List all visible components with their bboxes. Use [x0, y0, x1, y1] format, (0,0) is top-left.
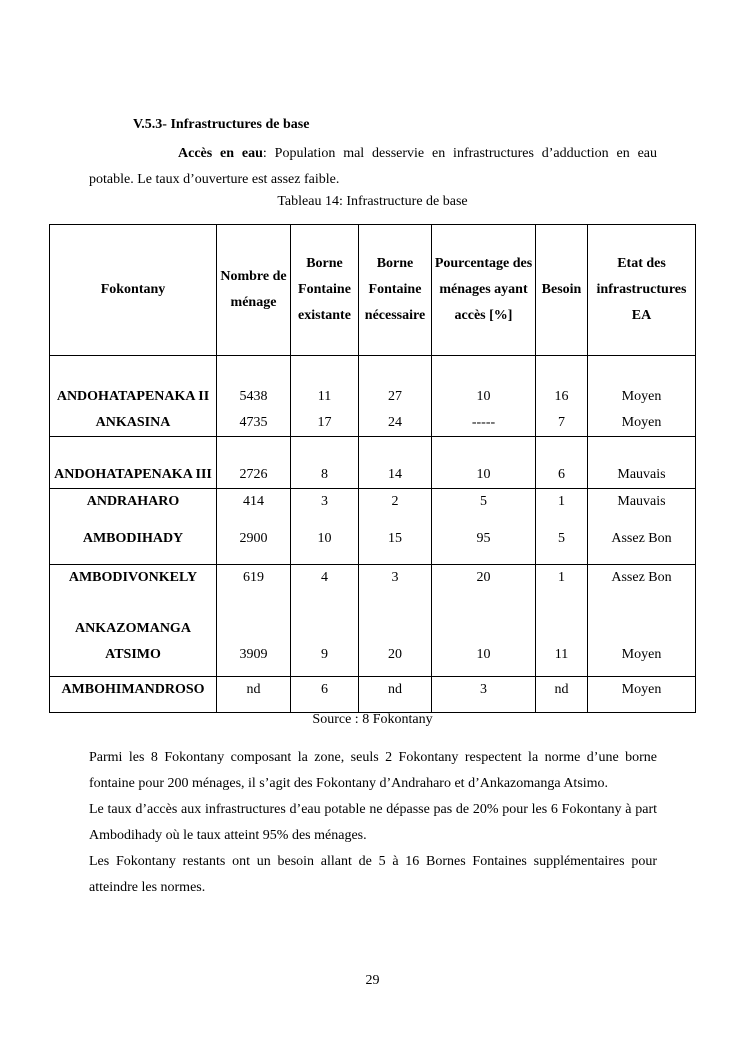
cell: 5: [536, 515, 588, 565]
cell: 11: [536, 591, 588, 676]
cell-fokontany: ANKAZOMANGA ATSIMO: [50, 591, 217, 676]
cell: nd: [359, 676, 432, 712]
cell: 4: [291, 565, 359, 592]
header-borne-necessaire: Borne Fontaine nécessaire: [359, 225, 432, 356]
cell: 619: [217, 565, 291, 592]
header-borne-existante: Borne Fontaine existante: [291, 225, 359, 356]
table-row: [50, 356, 696, 410]
cell: 2726: [217, 436, 291, 488]
header-besoin: Besoin: [536, 225, 588, 356]
table-row: [50, 565, 696, 592]
cell: 20: [432, 565, 536, 592]
cell: 3909: [217, 591, 291, 676]
cell: 11: [291, 356, 359, 410]
table-row: [50, 488, 696, 515]
page-number: 29: [365, 973, 380, 988]
intro-text: : Population mal desservie en infrastructures d’adduction en eau potable. Le taux d’ouverture est assez faible.: [89, 146, 657, 187]
body-text: [89, 745, 657, 901]
paragraph: Le taux d’accès aux infrastructures d’eau potable ne dépasse pas de 20% pour les 6 Fokontany à part Ambodihady où le taux atteint 95% des ménages.: [89, 802, 657, 843]
header-pourcentage: Pourcentage des ménages ayant accès [%]: [432, 225, 536, 356]
cell: 6: [536, 436, 588, 488]
cell-fokontany: AMBOHIMANDROSO: [50, 676, 217, 712]
cell: 24: [359, 410, 432, 437]
cell: 27: [359, 356, 432, 410]
cell: 1: [536, 488, 588, 515]
cell-fokontany: ANDOHATAPENAKA II: [50, 356, 217, 410]
cell: 3: [432, 676, 536, 712]
cell: Moyen: [588, 356, 696, 410]
cell: 14: [359, 436, 432, 488]
cell: 10: [432, 356, 536, 410]
paragraph: Les Fokontany restants ont un besoin allant de 5 à 16 Bornes Fontaines supplémentaires pour atteindre les normes.: [89, 854, 657, 895]
cell: 10: [291, 515, 359, 565]
cell-fokontany: ANDRAHARO: [50, 488, 217, 515]
cell: 3: [359, 565, 432, 592]
cell: Assez Bon: [588, 565, 696, 592]
header-etat: Etat des infrastructures EA: [588, 225, 696, 356]
cell-fokontany: AMBODIHADY: [50, 515, 217, 565]
cell: Assez Bon: [588, 515, 696, 565]
section-heading: V.5.3- Infrastructures de base: [133, 117, 310, 132]
table-row: [50, 676, 696, 712]
cell: Moyen: [588, 591, 696, 676]
cell: 7: [536, 410, 588, 437]
cell: -----: [432, 410, 536, 437]
cell: 1: [536, 565, 588, 592]
intro-paragraph: [89, 141, 657, 193]
cell: 414: [217, 488, 291, 515]
cell: 9: [291, 591, 359, 676]
cell: 15: [359, 515, 432, 565]
cell: Mauvais: [588, 488, 696, 515]
paragraph: Parmi les 8 Fokontany composant la zone, seuls 2 Fokontany respectent la norme d’une borne fontaine pour 200 ménages, il s’agit des Fokontany d’Andraharo et d’Ankazomanga Atsimo.: [89, 750, 657, 791]
cell: nd: [536, 676, 588, 712]
cell: 6: [291, 676, 359, 712]
cell: Moyen: [588, 410, 696, 437]
cell: 95: [432, 515, 536, 565]
table-row: [50, 515, 696, 565]
cell: 10: [432, 591, 536, 676]
cell: 5438: [217, 356, 291, 410]
table-source: Source : 8 Fokontany: [312, 712, 433, 727]
cell: 8: [291, 436, 359, 488]
cell: 20: [359, 591, 432, 676]
cell: Mauvais: [588, 436, 696, 488]
table-caption: Tableau 14: Infrastructure de base: [277, 194, 468, 209]
cell: 4735: [217, 410, 291, 437]
cell: nd: [217, 676, 291, 712]
table-row: [50, 436, 696, 488]
cell: 3: [291, 488, 359, 515]
cell-fokontany: AMBODIVONKELY: [50, 565, 217, 592]
cell: 2: [359, 488, 432, 515]
table-row: [50, 410, 696, 437]
cell: 10: [432, 436, 536, 488]
header-nombre-menage: Nombre de ménage: [217, 225, 291, 356]
infrastructure-table: [49, 224, 696, 713]
cell-fokontany: ANDOHATAPENAKA III: [50, 436, 217, 488]
cell: 17: [291, 410, 359, 437]
cell: 2900: [217, 515, 291, 565]
header-fokontany: Fokontany: [50, 225, 217, 356]
cell: Moyen: [588, 676, 696, 712]
cell: 5: [432, 488, 536, 515]
table-row: [50, 591, 696, 676]
cell-fokontany: ANKASINA: [50, 410, 217, 437]
cell: 16: [536, 356, 588, 410]
intro-bold-lead: Accès en eau: [178, 146, 263, 161]
